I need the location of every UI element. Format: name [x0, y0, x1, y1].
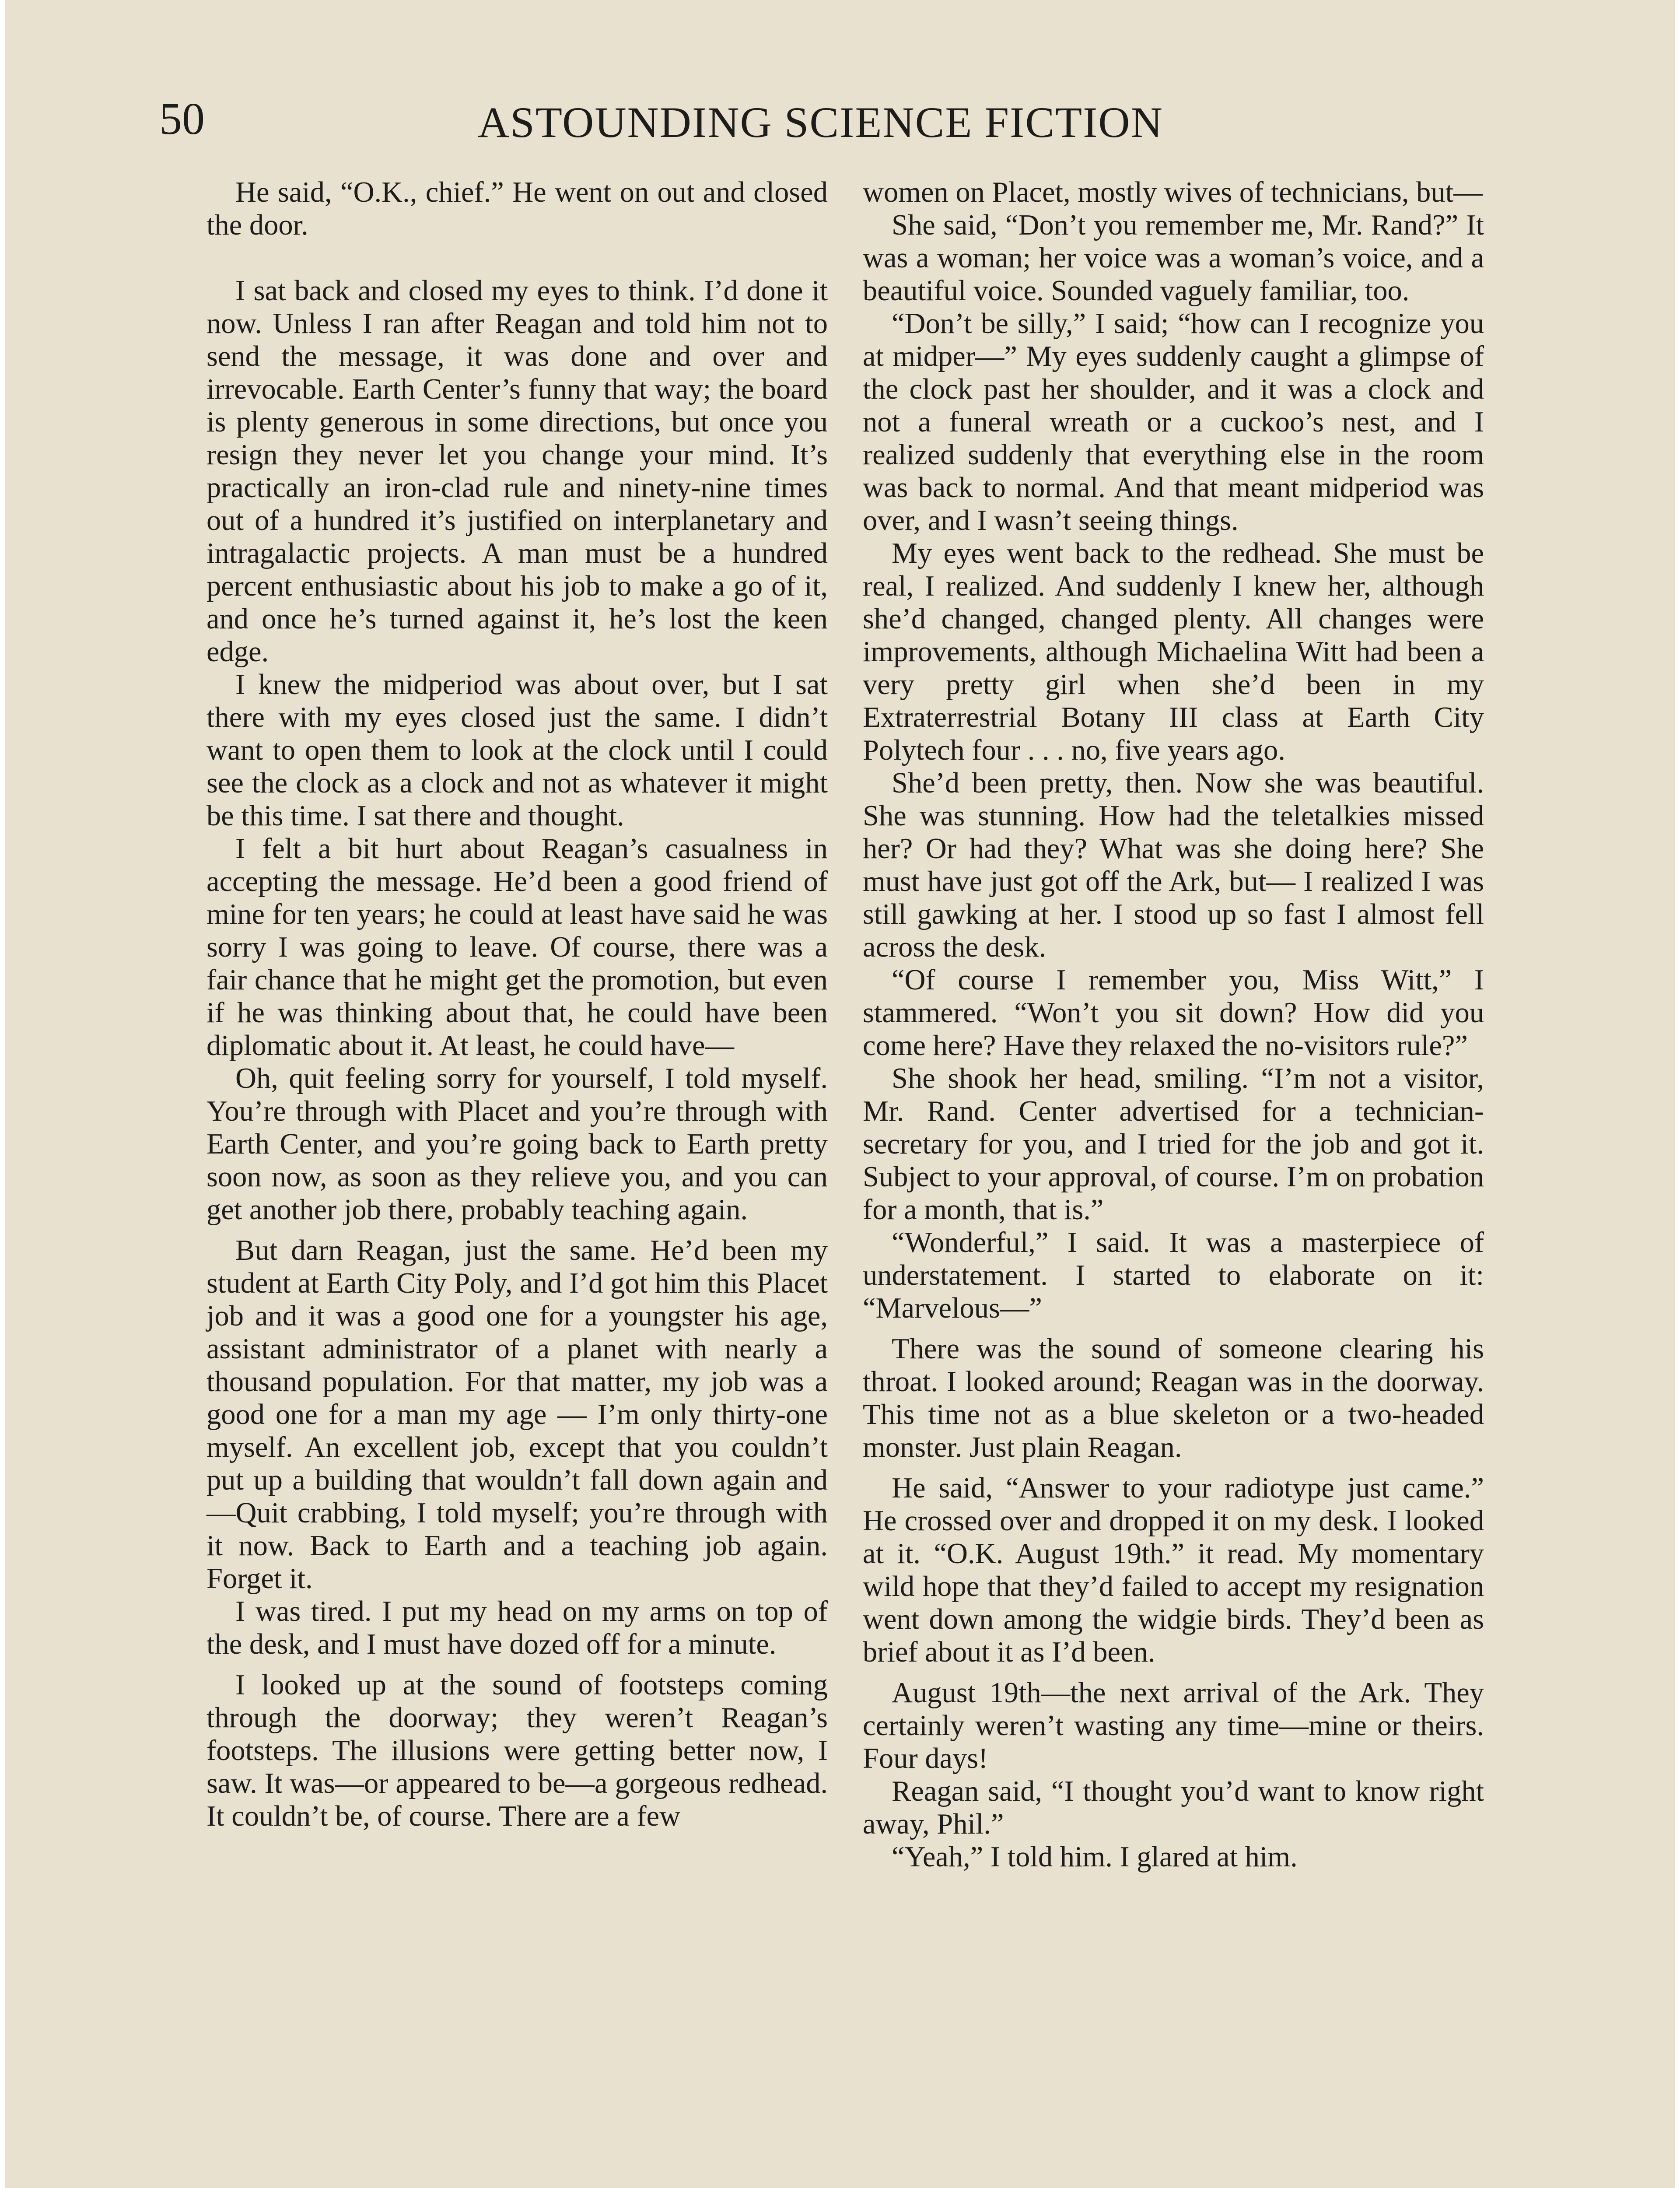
page-number: 50	[159, 94, 205, 144]
paragraph: She’d been pretty, then. Now she was beautiful. She was stunning. How had the teletalkies missed her? Or had they? What was she doing here? She must have just got off the Ark, but— I realized I was still gawking at her. I stood up so fast I almost fell across the desk.	[863, 767, 1484, 963]
paragraph: “Of course I remember you, Miss Witt,” I stammered. “Won’t you sit down? How did you come here? Have they relaxed the no-visitors rule?”	[863, 964, 1484, 1062]
paragraph: “Wonderful,” I said. It was a masterpiece of understatement. I started to elaborate on it: “Marvelous—”	[863, 1227, 1484, 1324]
paragraph: He said, “Answer to your radiotype just came.” He crossed over and dropped it on my desk. I looked at it. “O.K. August 19th.” it read. My momentary wild hope that they’d failed to accept my resignation went down among the widgie birds. They’d been as brief about it as I’d been.	[863, 1472, 1484, 1668]
paragraph: I looked up at the sound of footsteps coming through the doorway; they weren’t Reagan’s footsteps. The illusions were getting better now, I saw. It was—or appeared to be—a gorgeous redhead. It couldn’t be, of course. There are a few	[206, 1669, 828, 1832]
paragraph: She said, “Don’t you remember me, Mr. Rand?” It was a woman; her voice was a woman’s voice, and a beautiful voice. Sounded vaguely familiar, too.	[863, 209, 1484, 307]
paragraph: But darn Reagan, just the same. He’d been my student at Earth City Poly, and I’d got him this Placet job and it was a good one for a youngster his age, assistant administrator of a planet with nearly a thousand population. For that matter, my job was a good one for a man my age — I’m only thirty-one myself. An excellent job, except that you couldn’t put up a building that wouldn’t fall down again and—Quit crabbing, I told myself; you’re through with it now. Back to Earth and a teaching job again. Forget it.	[206, 1234, 828, 1595]
magazine-page	[5, 0, 1675, 2188]
paragraph: My eyes went back to the redhead. She must be real, I realized. And suddenly I knew her, although she’d changed, changed plenty. All changes were improvements, although Michaelina Witt had been a very pretty girl when she’d been in my Extraterrestrial Botany III class at Earth City Polytech four . . . no, five years ago.	[863, 537, 1484, 766]
paragraph: Reagan said, “I thought you’d want to know right away, Phil.”	[863, 1775, 1484, 1840]
paragraph: I sat back and closed my eyes to think. I’d done it now. Unless I ran after Reagan and told him not to send the message, it was done and over and irrevocable. Earth Center’s funny that way; the board is plenty generous in some directions, but once you resign they never let you change your mind. It’s practically an iron-clad rule and ninety-nine times out of a hundred it’s justified on interplanetary and intragalactic projects. A man must be a hundred percent enthusiastic about his job to make a go of it, and once he’s turned against it, he’s lost the keen edge.	[206, 275, 828, 668]
right-text-column	[863, 176, 1484, 1873]
paragraph: “Yeah,” I told him. I glared at him.	[892, 1841, 1298, 1873]
running-head-title: ASTOUNDING SCIENCE FICTION	[478, 98, 1163, 147]
paragraph: “Don’t be silly,” I said; “how can I recognize you at midper—” My eyes suddenly caught a glimpse of the clock past her shoulder, and it was a clock and not a funeral wreath or a cuckoo’s nest, and I realized suddenly that everything else in the room was back to normal. And that meant midperiod was over, and I wasn’t seeing things.	[863, 308, 1484, 536]
paragraph: Oh, quit feeling sorry for yourself, I told myself. You’re through with Placet and you’re through with Earth Center, and you’re going back to Earth pretty soon now, as soon as they relieve you, and you can get another job there, probably teaching again.	[206, 1062, 828, 1226]
paragraph: There was the sound of someone clearing his throat. I looked around; Reagan was in the doorway. This time not as a blue skeleton or a two-headed monster. Just plain Reagan.	[863, 1333, 1484, 1463]
paragraph: I felt a bit hurt about Reagan’s casualness in accepting the message. He’d been a good friend of mine for ten years; he could at least have said he was sorry I was going to leave. Of course, there was a fair chance that he might get the promotion, but even if he was thinking about that, he could have been diplomatic about it. At least, he could have—	[206, 833, 828, 1062]
paragraph: August 19th—the next arrival of the Ark. They certainly weren’t wasting any time—mine or theirs. Four days!	[863, 1677, 1484, 1774]
paragraph: I was tired. I put my head on my arms on top of the desk, and I must have dozed off for a minute.	[206, 1595, 828, 1660]
paragraph: She shook her head, smiling. “I’m not a visitor, Mr. Rand. Center advertised for a technician-secretary for you, and I tried for the job and got it. Subject to your approval, of course. I’m on probation for a month, that is.”	[863, 1062, 1484, 1226]
paragraph: women on Placet, mostly wives of technicians, but—	[863, 176, 1483, 208]
left-text-column	[206, 176, 828, 1833]
paragraph: He said, “O.K., chief.” He went on out and closed the door.	[206, 176, 828, 241]
paragraph: I knew the midperiod was about over, but I sat there with my eyes closed just the same. I didn’t want to open them to look at the clock until I could see the clock as a clock and not as whatever it might be this time. I sat there and thought.	[206, 669, 828, 832]
